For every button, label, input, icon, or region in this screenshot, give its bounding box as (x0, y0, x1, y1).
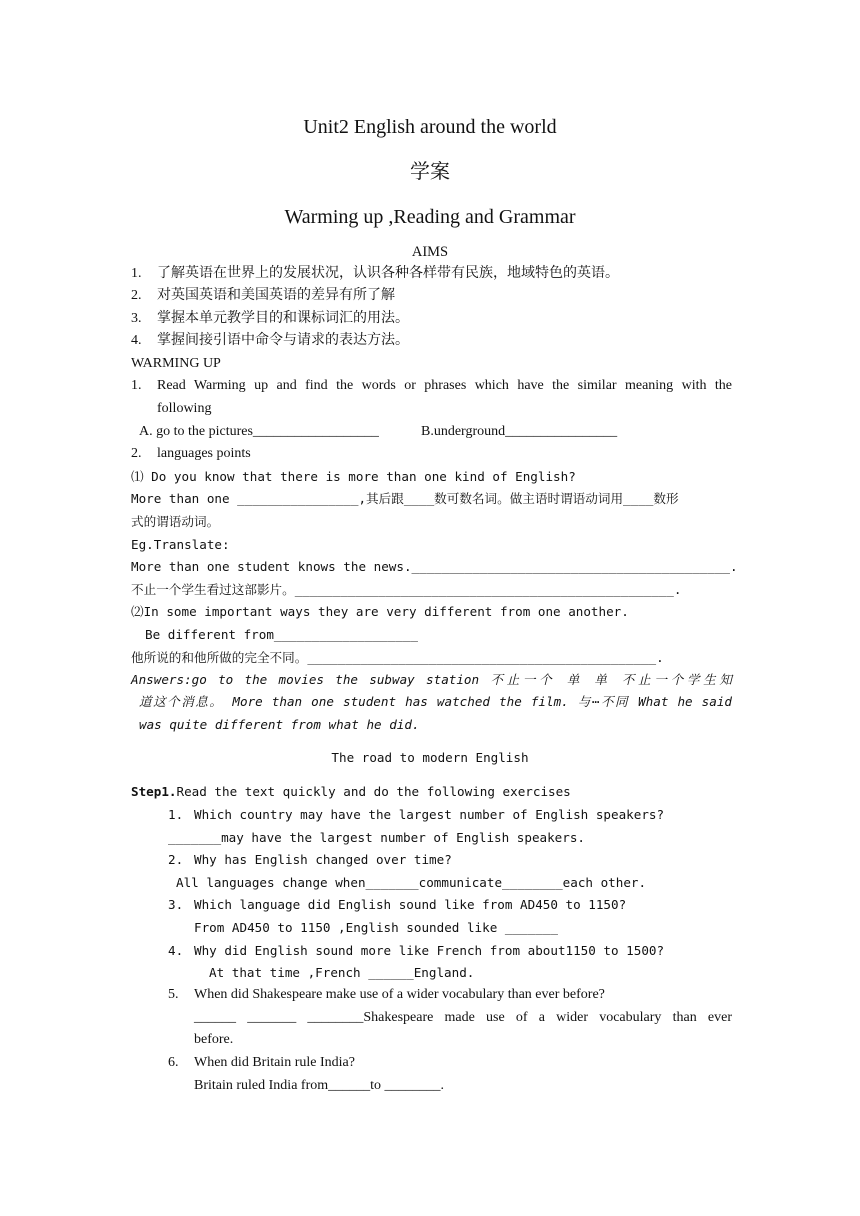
point-1-question: ⑴ Do you know that there is more than one kind of English? (131, 469, 576, 484)
reading-q4-answer: At that time ,French ______England. (209, 965, 475, 980)
reading-q2-answer: All languages change when_______communicate________each other. (176, 875, 647, 890)
aims-item-1: 了解英语在世界上的发展状况，认识各种各样带有民族，地域特色的英语。 (157, 266, 619, 281)
reading-q6-answer: Britain ruled India from______to ________. (194, 1078, 445, 1093)
reading-heading: The road to modern English (331, 750, 529, 765)
step1-label: Step1. (131, 784, 177, 799)
aims-item-2: 对英国英语和美国英语的差异有所了解 (157, 288, 395, 303)
reading-q1-question: Which country may have the largest number of English speakers? (194, 807, 665, 822)
warming-q1-line2: following (157, 401, 212, 416)
warming-q1-line1: Read Warming up and find the words or phrases which have the similar meaning with the (157, 378, 732, 393)
reading-q3-answer: From AD450 to 1150 ,English sounded like _______ (194, 920, 558, 935)
warming-q2-text: languages points (157, 446, 251, 461)
reading-q5-question: When did Shakespeare make use of a wider vocabulary than ever before? (194, 987, 605, 1002)
answers-line3: was quite different from what he did. (139, 717, 420, 732)
reading-q4-number: 4. (168, 943, 184, 958)
answers-line2: 道这个消息。 More than one student has watched the film. 与⋯不同 What he said (139, 694, 732, 709)
aims-item-1-number: 1. (131, 266, 142, 281)
warming-q1-option-b: B.underground________________ (421, 424, 618, 439)
point-2-phrase: Be different from___________________ (145, 627, 418, 642)
aims-item-2-number: 2. (131, 288, 142, 303)
reading-q2-question: Why has English changed over time? (194, 852, 452, 867)
aims-item-3: 掌握本单元教学目的和课标词汇的用法。 (157, 311, 409, 326)
reading-q4-question: Why did English sound more like French from about1150 to 1500? (194, 943, 665, 958)
aims-item-3-number: 3. (131, 311, 142, 326)
aims-item-4-number: 4. (131, 333, 142, 348)
reading-q2-number: 2. (168, 852, 184, 867)
aims-item-4: 掌握间接引语中命令与请求的表达方法。 (157, 333, 409, 348)
example-translate-label: Eg.Translate: (131, 537, 230, 552)
warming-up-heading: WARMING UP (131, 356, 221, 371)
translate-item-3: 他所说的和他所做的完全不同。______________________________________________. (131, 650, 664, 665)
translate-item-1: More than one student knows the news.__________________________________________. (131, 559, 738, 574)
point-1-explanation-line1: More than one ________________,其后跟____数可数名词。做主语时谓语动词用____数形 (131, 491, 679, 506)
reading-q5-answer-line2: before. (194, 1032, 234, 1047)
reading-q6-number: 6. (168, 1055, 179, 1070)
point-2-question: ⑵In some important ways they are very different from one another. (131, 604, 629, 619)
reading-q6-question: When did Britain rule India? (194, 1055, 355, 1070)
point-1-explanation-line2: 式的谓语动词。 (131, 514, 220, 529)
answers-line1: Answers:go to the movies the subway station 不止一个 单 单 不止一个学生知 (131, 672, 732, 687)
document-subtitle: 学案 (410, 161, 450, 183)
warming-q1-option-a: A. go to the pictures__________________ (139, 424, 379, 439)
step1-instruction: Read the text quickly and do the following exercises (176, 784, 571, 799)
reading-q1-answer: _______may have the largest number of English speakers. (168, 830, 586, 845)
warming-q2-number: 2. (131, 446, 142, 461)
reading-q5-answer-line1: ______ _______ ________Shakespeare made use of a wider vocabulary than ever (194, 1010, 732, 1025)
translate-item-2: 不止一个学生看过这部影片。__________________________________________________. (131, 582, 682, 597)
document-title: Unit2 English around the world (303, 116, 557, 138)
aims-heading: AIMS (411, 244, 449, 260)
section-heading: Warming up ,Reading and Grammar (284, 206, 576, 228)
warming-q1-number: 1. (131, 378, 142, 393)
reading-q3-number: 3. (168, 897, 184, 912)
reading-q5-number: 5. (168, 987, 179, 1002)
reading-q3-question: Which language did English sound like from AD450 to 1150? (194, 897, 627, 912)
reading-q1-number: 1. (168, 807, 184, 822)
